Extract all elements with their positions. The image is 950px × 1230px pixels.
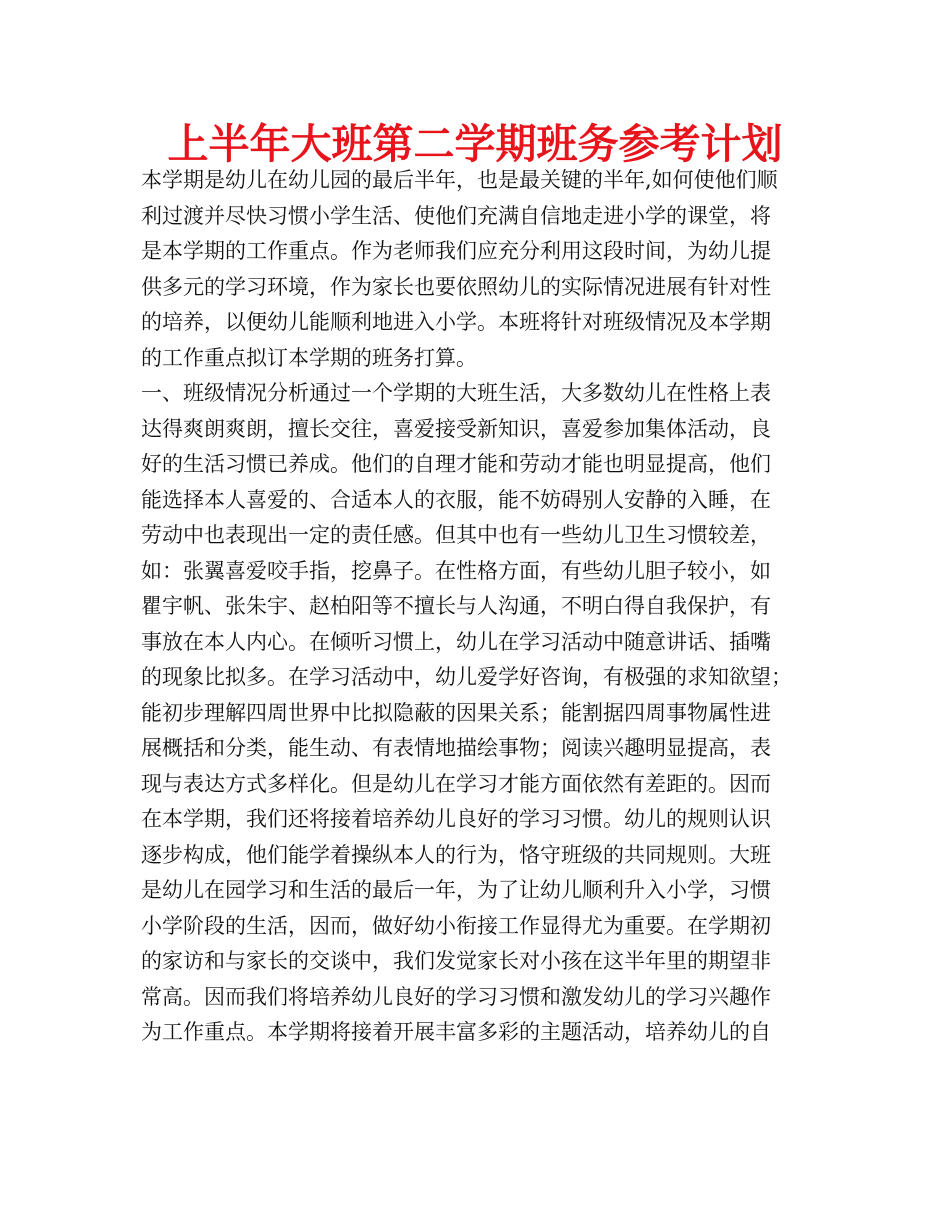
body-line: 劳动中也表现出一定的责任感。但其中也有一些幼儿卫生习惯较差， [141, 523, 771, 547]
body-line: 一、班级情况分析通过一个学期的大班生活，大多数幼儿在性格上表 [141, 381, 771, 405]
body-line: 的家访和与家长的交谈中，我们发觉家长对小孩在这半年里的期望非 [141, 949, 771, 973]
body-line: 能初步理解四周世界中比拟隐蔽的因果关系；能割据四周事物属性进 [141, 700, 771, 725]
body-line: 为工作重点。本学期将接着开展丰富多彩的主题活动，培养幼儿的自 [141, 1020, 771, 1044]
body-line: 的培养，以便幼儿能顺利地进入小学。本班将针对班级情况及本学期 [141, 310, 771, 334]
document-body [141, 163, 821, 1051]
body-line: 的现象比拟多。在学习活动中，幼儿爱学好咨询，有极强的求知欲望； [141, 665, 792, 689]
body-line: 本学期是幼儿在幼儿园的最后半年，也是最关键的半年,如何使他们顺 [141, 168, 778, 192]
body-line: 现与表达方式多样化。但是幼儿在学习才能方面依然有差距的。因而 [141, 771, 771, 796]
body-line: 的工作重点拟订本学期的班务打算。 [141, 345, 477, 370]
body-line: 在本学期，我们还将接着培养幼儿良好的学习习惯。幼儿的规则认识 [141, 807, 771, 831]
body-line: 瞿宇帆、张朱宇、赵柏阳等不擅长与人沟通，不明白得自我保护，有 [141, 594, 771, 618]
body-line: 小学阶段的生活，因而，做好幼小衔接工作显得尤为重要。在学期初 [141, 913, 771, 938]
body-line: 供多元的学习环境，作为家长也要依照幼儿的实际情况进展有针对性 [141, 274, 771, 299]
body-line: 常高。因而我们将培养幼儿良好的学习习惯和激发幼儿的学习兴趣作 [141, 984, 771, 1009]
body-line: 展概括和分类，能生动、有表情地描绘事物；阅读兴趣明显提高，表 [141, 736, 771, 760]
body-line: 是幼儿在园学习和生活的最后一年，为了让幼儿顺利升入小学，习惯 [141, 878, 771, 902]
body-line: 能选择本人喜爱的、合适本人的衣服，能不妨碍别人安静的入睡，在 [141, 487, 771, 512]
body-line: 逐步构成，他们能学着操纵本人的行为，恪守班级的共同规则。大班 [141, 842, 771, 867]
document-title: 上半年大班第二学期班务参考计划 [167, 120, 783, 168]
body-line: 好的生活习惯已养成。他们的自理才能和劳动才能也明显提高，他们 [141, 452, 771, 476]
body-line: 如：张翼喜爱咬手指，挖鼻子。在性格方面，有些幼儿胆子较小，如 [141, 558, 771, 583]
body-line: 利过渡并尽快习惯小学生活、使他们充满自信地走进小学的课堂，将 [141, 203, 771, 228]
body-line: 达得爽朗爽朗，擅长交往，喜爱接受新知识，喜爱参加集体活动，良 [141, 416, 771, 441]
body-line: 事放在本人内心。在倾听习惯上，幼儿在学习活动中随意讲话、插嘴 [141, 629, 771, 654]
body-line: 是本学期的工作重点。作为老师我们应充分利用这段时间，为幼儿提 [141, 239, 771, 263]
